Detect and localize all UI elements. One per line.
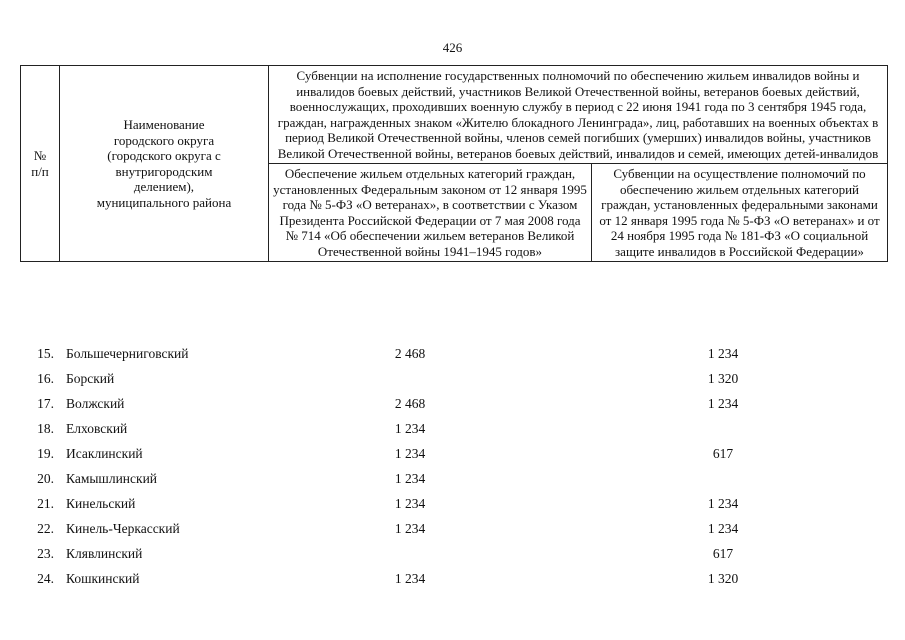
row-name: Елховский xyxy=(66,421,128,436)
table-row xyxy=(0,368,905,393)
table-row xyxy=(0,468,905,493)
row-number: 19. xyxy=(37,446,54,461)
row-name: Клявлинский xyxy=(66,546,143,561)
table-row xyxy=(0,568,905,593)
row-value-1: 1 234 xyxy=(394,471,426,486)
row-number: 21. xyxy=(37,496,54,511)
row-value-2: 1 234 xyxy=(707,396,739,411)
row-name: Волжский xyxy=(66,396,125,411)
row-name: Кинель-Черкасский xyxy=(66,521,180,536)
row-value-2: 1 234 xyxy=(707,346,739,361)
table-row xyxy=(0,443,905,468)
row-number: 17. xyxy=(37,396,54,411)
row-value-1: 1 234 xyxy=(394,571,426,586)
row-value-2: 617 xyxy=(712,546,734,561)
page-number: 426 xyxy=(442,40,463,55)
row-value-1: 1 234 xyxy=(394,446,426,461)
table-row xyxy=(0,518,905,543)
row-number: 18. xyxy=(37,421,54,436)
row-number: 15. xyxy=(37,346,54,361)
row-name: Кошкинский xyxy=(66,571,140,586)
row-value-2: 1 320 xyxy=(707,371,739,386)
row-number: 16. xyxy=(37,371,54,386)
table-row xyxy=(0,343,905,368)
row-name: Исаклинский xyxy=(66,446,143,461)
row-value-2: 1 320 xyxy=(707,571,739,586)
row-value-1: 1 234 xyxy=(394,421,426,436)
row-number: 23. xyxy=(37,546,54,561)
table-row xyxy=(0,493,905,518)
row-value-2: 1 234 xyxy=(707,496,739,511)
row-number: 24. xyxy=(37,571,54,586)
table-row xyxy=(0,393,905,418)
header-num-cell: № п/п xyxy=(21,66,60,262)
row-value-2: 1 234 xyxy=(707,521,739,536)
row-value-1: 1 234 xyxy=(394,496,426,511)
row-name: Камышлинский xyxy=(66,471,158,486)
row-value-1: 2 468 xyxy=(394,346,426,361)
row-number: 20. xyxy=(37,471,54,486)
row-value-2: 617 xyxy=(712,446,734,461)
row-name: Кинельский xyxy=(66,496,136,511)
header-sub-cell-2: Субвенции на осуществление полномочий по обеспечению жильем отдельных категорий граждан, установленных федеральными законами от 12 января 1995 года № 5-ФЗ «О ветеранах» и от 24 ноября 1995 года № 181-ФЗ «О социальной защите инвалидов в Российской Федерации» xyxy=(592,164,888,262)
table-body xyxy=(0,343,905,593)
row-name: Борский xyxy=(66,371,115,386)
row-value-1: 2 468 xyxy=(394,396,426,411)
row-name: Большечерниговский xyxy=(66,346,189,361)
row-value-1: 1 234 xyxy=(394,521,426,536)
row-number: 22. xyxy=(37,521,54,536)
table-row xyxy=(0,418,905,443)
table-header xyxy=(20,65,888,262)
header-name-cell: Наименование городского округа (городского округа с внутригородским делением), муниципального района xyxy=(60,66,269,262)
table-row xyxy=(0,543,905,568)
header-sub-cell-1: Обеспечение жильем отдельных категорий граждан, установленных Федеральным законом от 12 января 1995 года № 5-ФЗ «О ветеранах», в соответствии с Указом Президента Российской Федерации от 7 мая 2008 года № 714 «Об обеспечении жильем ветеранов Великой Отечественной войны 1941–1945 годов» xyxy=(269,164,592,262)
header-main-cell: Субвенции на исполнение государственных полномочий по обеспечению жильем инвалидов войны и инвалидов боевых действий, участников Великой Отечественной войны, ветеранов боевых действий, военнослужащих, проходивших военную службу в период с 22 июня 1941 года по 3 сентября 1945 года, граждан, награжденных знаком «Жителю блокадного Ленинграда», лиц, работавших на военных объектах в период Великой Отечественной войны, членов семей погибших (умерших) инвалидов войны, участников Великой Отечественной войны, ветеранов боевых действий, инвалидов и семей, имеющих детей-инвалидов xyxy=(269,66,888,164)
